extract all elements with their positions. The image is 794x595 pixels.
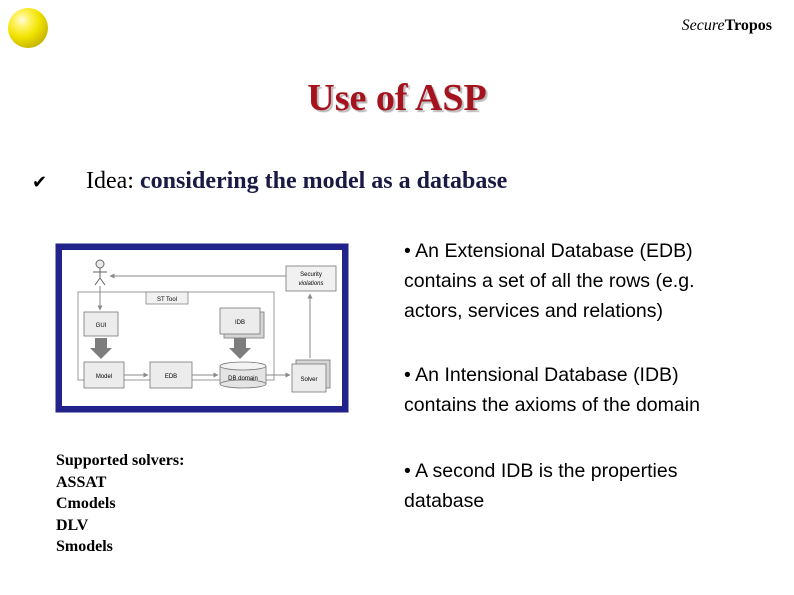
- solver-item: Cmodels: [56, 495, 116, 512]
- bullet-idb: • An Intensional Database (IDB) contains the axioms of the domain: [404, 364, 700, 416]
- idea-text: considering the model as a database: [139, 168, 508, 194]
- solver-label: Solver: [300, 377, 318, 383]
- solver-item: Smodels: [56, 538, 113, 555]
- bullet-edb: • An Extensional Database (EDB) contains a set of all the rows (e.g. actors, services and relations): [404, 240, 695, 322]
- solver-item: ASSAT: [56, 473, 107, 491]
- brand: [682, 17, 772, 35]
- idb-label: IDB: [234, 320, 246, 326]
- brand-italic: Secure: [681, 17, 725, 34]
- slide-title: Use of ASP: [307, 77, 487, 119]
- gui-label: GUI: [95, 323, 107, 329]
- brand-bold: Tropos: [724, 17, 772, 34]
- solver-item: DLV: [56, 516, 89, 534]
- check-icon: ✔: [32, 172, 48, 192]
- db-domain-label: DB domain: [228, 376, 258, 382]
- bullet-properties-idb: • A second IDB is the properties database: [404, 460, 678, 512]
- security-label: Security: [300, 272, 322, 278]
- solvers-heading: Supported solvers:: [56, 452, 185, 469]
- idea-line: [32, 168, 507, 195]
- db-domain-cylinder: [220, 362, 266, 388]
- security-violations-box: [286, 266, 336, 291]
- architecture-diagram: [54, 242, 350, 414]
- logo-ball: [8, 8, 48, 48]
- solvers-list: [56, 450, 184, 558]
- edb-label: EDB: [164, 374, 178, 380]
- model-label: Model: [95, 374, 113, 380]
- idea-label: Idea:: [86, 168, 134, 194]
- st-tool-label: ST Tool: [156, 297, 178, 303]
- violations-label: violations: [298, 281, 324, 287]
